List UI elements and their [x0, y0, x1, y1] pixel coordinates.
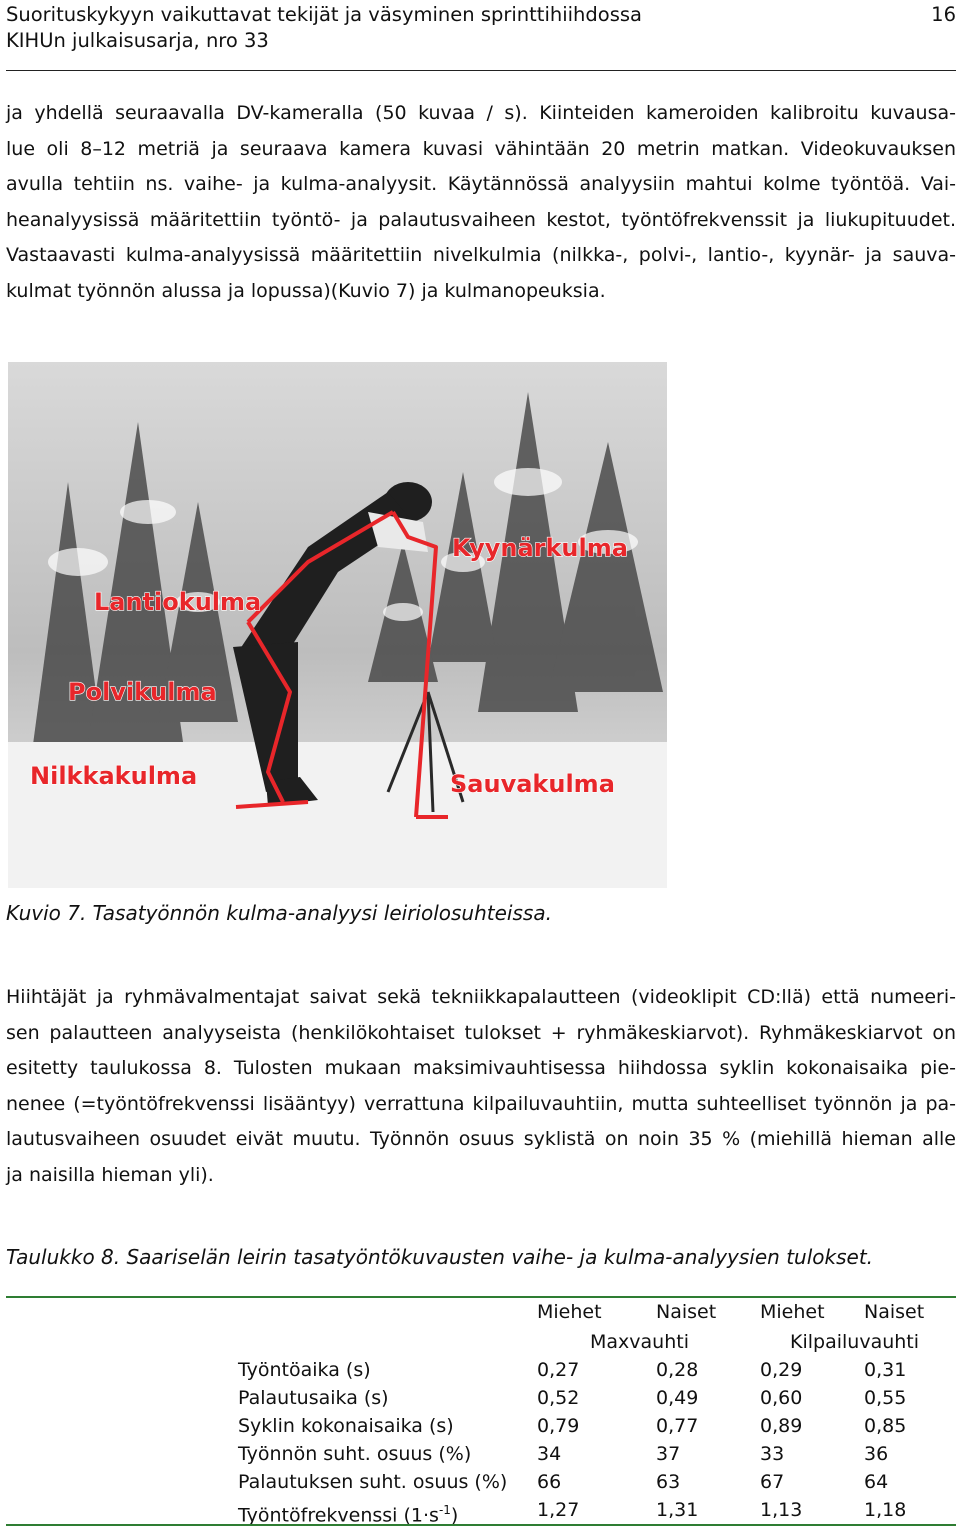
group-header: Kilpailuvauhti: [790, 1331, 920, 1353]
label-elbow-angle: Kyynärkulma: [452, 534, 628, 562]
row-label-superscript: -1: [438, 1503, 451, 1517]
skier-angle-figure: [8, 362, 667, 888]
table-cell: 1,27: [537, 1499, 580, 1521]
page-header: [6, 0, 956, 56]
text-line: ja yhdellä seuraavalla DV-kameralla (50 kuvaa / s). Kiinteiden kameroiden kalibroitu kuvausa-: [6, 102, 956, 124]
table-cell: 0,31: [864, 1359, 907, 1381]
table-cell: 0,52: [537, 1387, 580, 1409]
text-line: esitetty taulukossa 8. Tulosten mukaan maksimivauhtisessa hiihdossa syklin kokonaisaika pie-: [6, 1057, 956, 1079]
table-cell: 0,89: [760, 1415, 803, 1437]
text-line: kulmat työnnön alussa ja lopussa)(Kuvio 7) ja kulmanopeuksia.: [6, 279, 606, 302]
table-cell: 36: [864, 1443, 889, 1465]
table-cell: 1,13: [760, 1499, 803, 1521]
row-label-text: Työntöfrekvenssi (1·s: [238, 1504, 439, 1527]
table-cell: 67: [760, 1471, 785, 1493]
table-cell: 0,77: [656, 1415, 699, 1437]
group-header: Maxvauhti: [590, 1331, 689, 1353]
column-header: Naiset: [864, 1301, 925, 1323]
table-cell: 33: [760, 1443, 785, 1465]
text-line: Hiihtäjät ja ryhmävalmentajat saivat sekä tekniikkapalautteen (videoklipit CD:llä) että numeeri-: [6, 986, 956, 1008]
header-title: Suorituskykyyn vaikuttavat tekijät ja väsyminen sprinttihiihdossa: [6, 3, 642, 26]
table-cell: 1,31: [656, 1499, 699, 1521]
row-label: Työntöaika (s): [238, 1359, 371, 1381]
header-series: KIHUn julkaisusarja, nro 33: [6, 29, 269, 52]
table-cell: 66: [537, 1471, 562, 1493]
table-cell: 0,85: [864, 1415, 907, 1437]
row-label: Syklin kokonaisaika (s): [238, 1415, 454, 1437]
table-cell: 0,60: [760, 1387, 803, 1409]
column-header: Miehet: [760, 1301, 825, 1323]
text-line: Vastaavasti kulma-analyysissä määritettiin nivelkulmia (nilkka-, polvi-, lantio-, kyynär- ja sauva-: [6, 244, 956, 266]
text-line: lautusvaiheen osuudet eivät muutu. Työnnön osuus syklistä on noin 35 % (miehillä hieman alle: [6, 1128, 956, 1150]
label-pole-angle: Sauvakulma: [450, 770, 615, 798]
paragraph-results: [6, 980, 956, 1193]
header-rule: [6, 70, 956, 71]
text-line: lue oli 8–12 metriä ja seuraava kamera kuvasi vähintään 20 metrin matkan. Videokuvauksen: [6, 137, 956, 160]
row-label-end: ): [450, 1504, 459, 1527]
label-hip-angle: Lantiokulma: [94, 588, 262, 616]
text-line: sen palautteen analyyseista (henkilökohtaiset tulokset + ryhmäkeskiarvot). Ryhmäkeskiarvot on: [6, 1021, 956, 1044]
column-header: Miehet: [537, 1301, 602, 1323]
text-line: ja naisilla hieman yli).: [6, 1163, 214, 1186]
column-header: Naiset: [656, 1301, 717, 1323]
table-cell: 63: [656, 1471, 681, 1493]
row-label: Palautuksen suht. osuus (%): [238, 1471, 508, 1493]
page-number: 16: [931, 3, 956, 26]
text-line: heanalyysissä määritettiin työntö- ja palautusvaiheen kestot, työntöfrekvenssit ja liukupituudet.: [6, 208, 956, 231]
paragraph-methods: [6, 96, 956, 309]
table-caption: Taulukko 8. Saariselän leirin tasatyöntökuvausten vaihe- ja kulma-analyysien tulokset.: [6, 1245, 874, 1269]
table-bottom-rule: [6, 1524, 956, 1526]
figure-caption: Kuvio 7. Tasatyönnön kulma-analyysi leiriolosuhteissa.: [6, 901, 552, 925]
table-cell: 0,49: [656, 1387, 699, 1409]
table-cell: 64: [864, 1471, 889, 1493]
table-cell: 0,29: [760, 1359, 803, 1381]
table-cell: 37: [656, 1443, 681, 1465]
table-cell: 0,28: [656, 1359, 699, 1381]
table-cell: 0,55: [864, 1387, 907, 1409]
row-label: Työnnön suht. osuus (%): [238, 1443, 472, 1465]
row-label: [238, 1498, 458, 1527]
table-cell: 34: [537, 1443, 562, 1465]
row-label: Palautusaika (s): [238, 1387, 389, 1409]
table-cell: 1,18: [864, 1499, 907, 1521]
label-ankle-angle: Nilkkakulma: [30, 762, 198, 790]
table-cell: 0,27: [537, 1359, 580, 1381]
table-top-rule: [6, 1296, 956, 1298]
text-line: avulla tehtiin ns. vaihe- ja kulma-analyysit. Käytännössä analyysiin mahtui kolme työntöä. Vai-: [6, 173, 956, 195]
label-knee-angle: Polvikulma: [68, 678, 217, 706]
text-line: nenee (=työntöfrekvenssi lisääntyy) verrattuna kilpailuvauhtiin, mutta suhteelliset työnnön ja pa-: [6, 1092, 956, 1115]
table-cell: 0,79: [537, 1415, 580, 1437]
